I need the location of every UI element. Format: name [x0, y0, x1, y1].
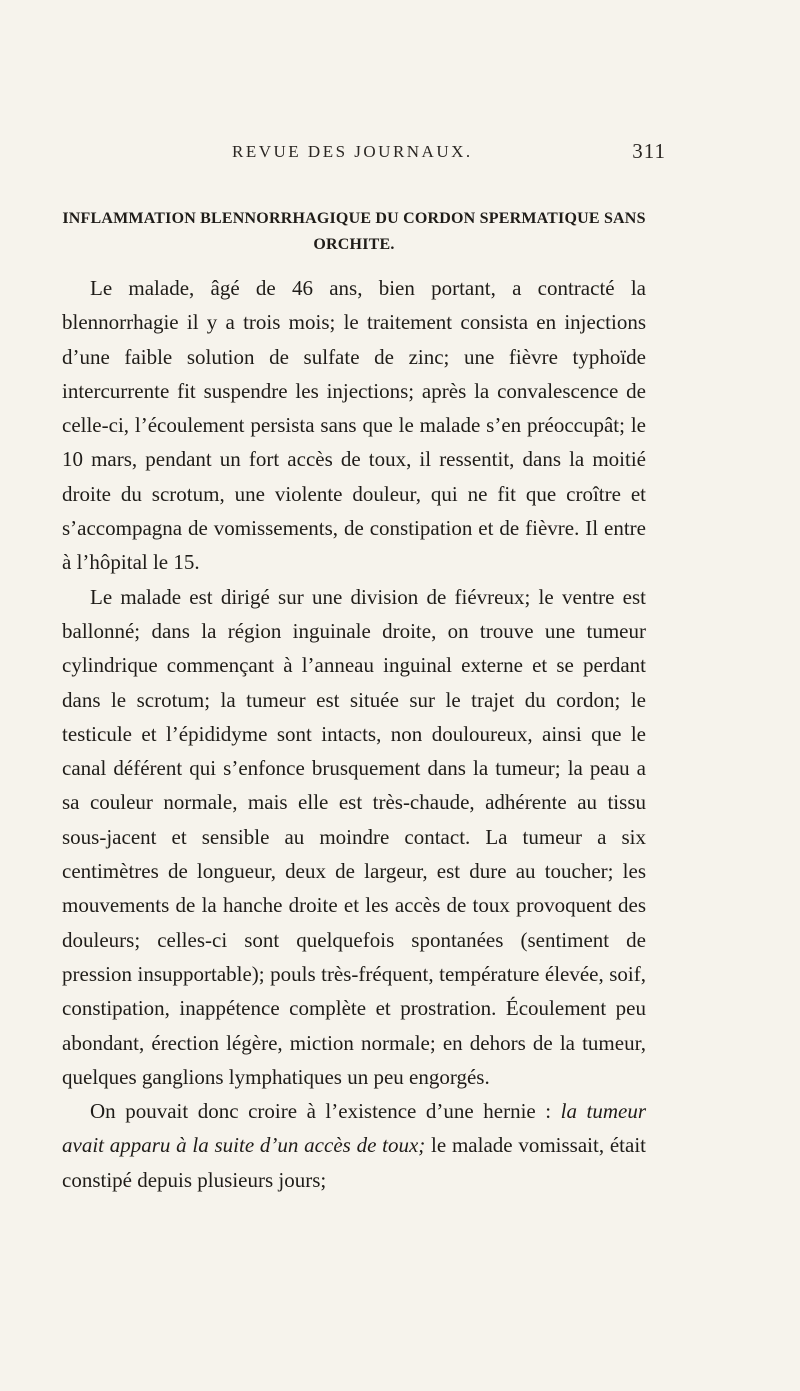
paragraph-3-start: On pouvait donc croire à l’existence d’une hernie : [90, 1099, 561, 1124]
article-title [62, 206, 646, 258]
paragraph-3-italic: la tumeur avait apparu à la suite d’un accès de toux; [62, 1099, 646, 1158]
running-head [232, 139, 666, 172]
page-number: 311 [632, 139, 666, 163]
paragraph-3 [62, 1094, 646, 1197]
running-title: REVUE DES JOURNAUX. [232, 142, 473, 161]
paragraph-2: Le malade est dirigé sur une division de fiévreux; le ventre est ballonné; dans la région inguinale droite, on trouve une tumeur cylindrique commençant à l’anneau inguinal externe et se perdant dans le scrotum; la tumeur est située sur le trajet du cordon; le testicule et l’épididyme sont intacts, non douloureux, ainsi que le canal déférent qui s’enfonce brusquement dans la tumeur; la peau a sa couleur normale, mais elle est très-chaude, adhérente au tissu sous-jacent et sensible au moindre contact. La tumeur a six centimètres de longueur, deux de largeur, est dure au toucher; les mouvements de la hanche droite et les accès de toux provoquent des douleurs; celles-ci sont quelquefois spontanées (sentiment de pression insupportable); pouls très-fréquent, température élevée, soif, constipation, inappétence complète et prostration. Écoulement peu abondant, érection légère, miction normale; en dehors de la tumeur, quelques ganglions lymphatiques un peu engorgés. [62, 584, 646, 1089]
article-title-line-2: ORCHITE. [313, 236, 395, 253]
article [62, 206, 646, 1197]
paragraph-1: Le malade, âgé de 46 ans, bien portant, a contracté la blennorrhagie il y a trois mois; le traitement consista en injections d’une faible solution de sulfate de zinc; une fièvre typhoïde intercurrente fit suspendre les injections; après la convalescence de celle-ci, l’écoulement persista sans que le malade s’en préoccupât; le 10 mars, pendant un fort accès de toux, il ressentit, dans la moitié droite du scrotum, une violente douleur, qui ne fit que croître et s’accompagna de vomissements, de constipation et de fièvre. Il entre à l’hôpital le 15. [62, 276, 646, 575]
paragraph-3-end: le malade vomissait, était constipé depuis plusieurs jours; [62, 1133, 646, 1192]
article-title-line-1: INFLAMMATION BLENNORRHAGIQUE DU CORDON SPERMATIQUE SANS [62, 210, 646, 227]
